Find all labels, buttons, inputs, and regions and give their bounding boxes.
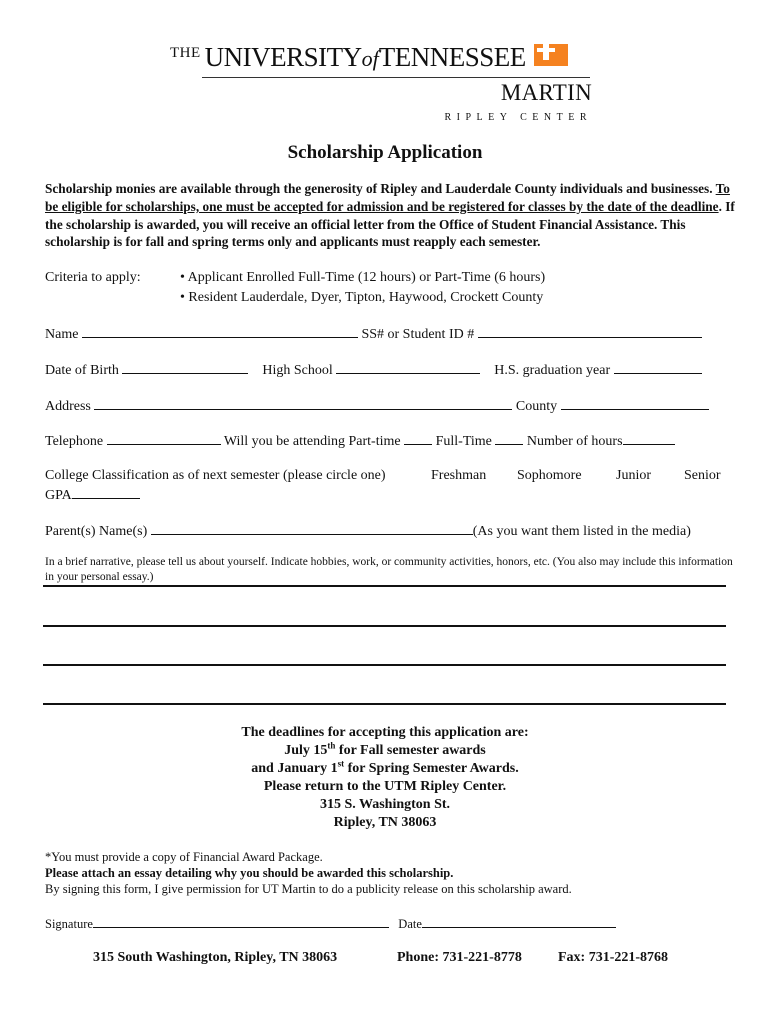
gpa-row bbox=[45, 486, 140, 504]
name-field[interactable] bbox=[82, 325, 358, 338]
essay-note: Please attach an essay detailing why you should be awarded this scholarship. bbox=[45, 866, 454, 880]
high-school-field[interactable] bbox=[336, 361, 480, 374]
narrative-line-4[interactable] bbox=[43, 703, 726, 705]
return-city: Ripley, TN 38063 bbox=[333, 815, 437, 830]
narrative-prompt: In a brief narrative, please tell us about yourself. Indicate hobbies, work, or community activities, honors, etc. (You also may include this information in your personal essay.) bbox=[45, 556, 733, 583]
permission-note: By signing this form, I give permission for UT Martin to do a publicity release on this scholarship award. bbox=[45, 882, 572, 896]
address-field[interactable] bbox=[94, 397, 512, 410]
full-time-label: Full-Time bbox=[435, 434, 492, 449]
logo-the: THE bbox=[170, 45, 201, 61]
address-label: Address bbox=[45, 399, 91, 414]
ut-logo-mark-icon bbox=[534, 44, 568, 66]
signature-row bbox=[45, 915, 616, 932]
gpa-field[interactable] bbox=[72, 486, 140, 499]
class-option-junior[interactable]: Junior bbox=[616, 468, 651, 483]
logo-ripley-center: RIPLEY CENTER bbox=[444, 112, 592, 123]
footer-fax: Fax: 731-221-8768 bbox=[558, 950, 669, 965]
telephone-row bbox=[45, 432, 675, 450]
ssn-label: SS# or Student ID # bbox=[361, 327, 475, 342]
footer-address: 315 South Washington, Ripley, TN 38063 bbox=[93, 950, 338, 965]
county-field[interactable] bbox=[561, 397, 709, 410]
full-time-field[interactable] bbox=[495, 432, 523, 445]
logo-university: UNIVERSITY bbox=[204, 42, 362, 72]
page-title: Scholarship Application bbox=[287, 142, 483, 163]
logo-divider bbox=[202, 77, 590, 78]
class-option-sophomore[interactable]: Sophomore bbox=[517, 468, 582, 483]
county-label: County bbox=[515, 399, 558, 414]
parents-field[interactable] bbox=[151, 522, 473, 535]
name-row bbox=[45, 325, 702, 343]
deadline-spring-text: for Spring Semester Awards. bbox=[344, 761, 519, 776]
return-instruction: Please return to the UTM Ripley Center. bbox=[263, 779, 507, 794]
hs-grad-year-field[interactable] bbox=[614, 361, 702, 374]
number-of-hours-field[interactable] bbox=[623, 432, 675, 445]
criteria-label: Criteria to apply: bbox=[45, 270, 141, 285]
part-time-field[interactable] bbox=[404, 432, 432, 445]
class-option-senior[interactable]: Senior bbox=[684, 468, 721, 483]
deadline-fall-date: July 15 bbox=[284, 743, 328, 758]
class-option-freshman[interactable]: Freshman bbox=[431, 468, 487, 483]
intro-eligibility: To be eligible for scholarships, one must be accepted for admission and be registered for classes by the date of the deadline bbox=[45, 181, 730, 214]
narrative-line-3[interactable] bbox=[43, 664, 726, 666]
financial-note: *You must provide a copy of Financial Award Package. bbox=[45, 850, 323, 864]
criteria-item: • Applicant Enrolled Full-Time (12 hours) or Part-Time (6 hours) bbox=[180, 270, 546, 285]
deadline-block bbox=[0, 724, 770, 832]
ssn-field[interactable] bbox=[478, 325, 702, 338]
date-field[interactable] bbox=[422, 915, 616, 928]
classification-label: College Classification as of next semester (please circle one) bbox=[45, 468, 386, 483]
logo-tennessee: TENNESSEE bbox=[378, 42, 526, 72]
deadline-spring-suffix: st bbox=[337, 758, 345, 769]
high-school-label: High School bbox=[262, 363, 333, 378]
intro-text-1: Scholarship monies are available through the generosity of Ripley and Lauderdale County individuals and businesses. bbox=[45, 181, 716, 196]
intro-text-2: . If the scholarship is awarded, you will receive an official letter from the Office of Student Financial Assistance. This scholarship is for fall and spring terms only and applicants must reapply each semester. bbox=[45, 198, 735, 250]
footer-phone: Phone: 731-221-8778 bbox=[397, 950, 522, 965]
parents-note: (As you want them listed in the media) bbox=[472, 524, 691, 539]
deadline-heading: The deadlines for accepting this application are: bbox=[241, 725, 529, 740]
narrative-line-2[interactable] bbox=[43, 625, 726, 627]
number-of-hours-label: Number of hours bbox=[526, 434, 623, 449]
telephone-label: Telephone bbox=[45, 434, 104, 449]
signature-label: Signature bbox=[45, 917, 93, 931]
telephone-field[interactable] bbox=[107, 432, 221, 445]
gpa-label: GPA bbox=[45, 488, 72, 503]
university-logo bbox=[170, 42, 600, 78]
dob-field[interactable] bbox=[122, 361, 248, 374]
hs-grad-year-label: H.S. graduation year bbox=[494, 363, 611, 378]
deadline-spring-date: and January 1 bbox=[251, 761, 338, 776]
signature-field[interactable] bbox=[93, 915, 389, 928]
criteria-item-text: Applicant Enrolled Full-Time (12 hours) or Part-Time (6 hours) bbox=[187, 270, 546, 285]
parents-row bbox=[45, 522, 691, 540]
logo-of: of bbox=[361, 46, 379, 71]
attending-part-time-label: Will you be attending Part-time bbox=[223, 434, 401, 449]
dob-label: Date of Birth bbox=[45, 363, 119, 378]
deadline-fall bbox=[0, 742, 770, 760]
criteria-item-text: Resident Lauderdale, Dyer, Tipton, Haywood, Crockett County bbox=[188, 290, 544, 305]
deadline-fall-text: for Fall semester awards bbox=[335, 743, 486, 758]
deadline-fall-suffix: th bbox=[327, 740, 336, 751]
deadline-spring bbox=[0, 760, 770, 778]
logo-martin: MARTIN bbox=[500, 80, 592, 105]
parents-label: Parent(s) Name(s) bbox=[45, 524, 148, 539]
address-row bbox=[45, 397, 709, 415]
intro-paragraph bbox=[45, 180, 735, 251]
narrative-line-1[interactable] bbox=[43, 585, 726, 587]
dob-row bbox=[45, 361, 702, 379]
criteria-item: • Resident Lauderdale, Dyer, Tipton, Haywood, Crockett County bbox=[180, 290, 544, 305]
date-label: Date bbox=[398, 917, 422, 931]
return-street: 315 S. Washington St. bbox=[319, 797, 451, 812]
name-label: Name bbox=[45, 327, 79, 342]
